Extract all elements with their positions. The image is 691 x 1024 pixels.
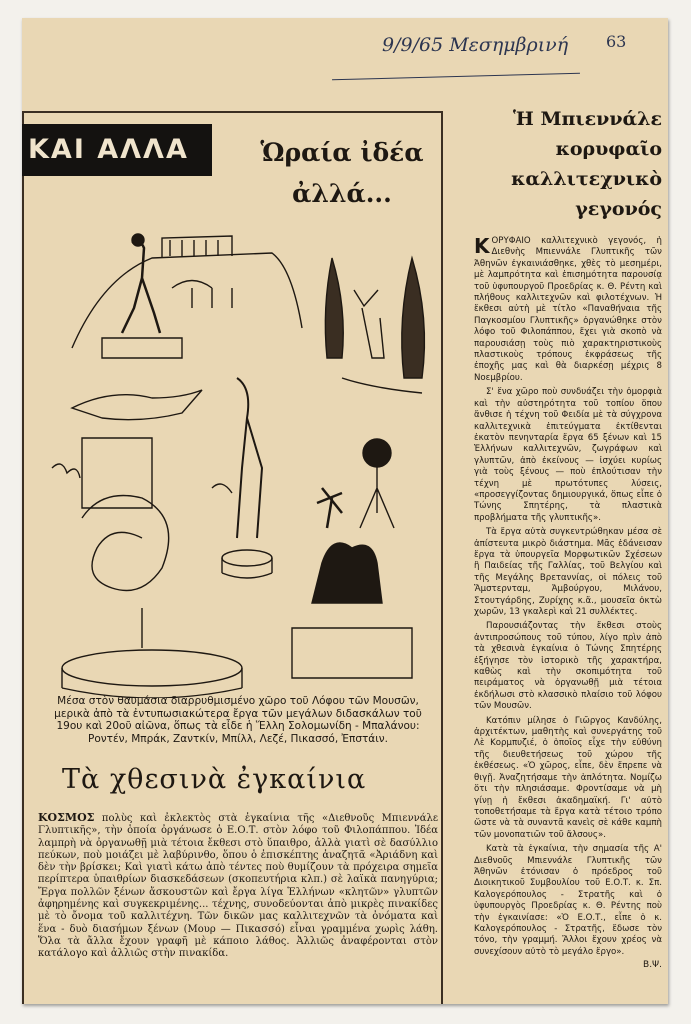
right-headline [452,104,662,224]
handwritten-underline [332,73,580,80]
left-rule [22,111,24,1004]
author-signature: Β.Ψ. [643,960,662,971]
handwritten-date: 9/9/65 Μεσημβρινή [382,34,569,56]
right-paragraph-1-text: ΟΡΥΦΑΙΟ καλλιτεχνικὸ γεγονός, ἡ Διεθνὴς Μπιεννάλε Γλυπτικῆς τῶν Ἀθηνῶν ἐγκαινιάσθηκε, χθὲς τὸ μεσημέρι, μὲ λαμπρότητα καὶ ἐπισημότητα παρουσίᾳ τοῦ ὑφυπουργοῦ Προεδρίας κ. Θ. Ρέντη καὶ πλήθους καλλιτεχνῶν καὶ φιλοτέχνων. Ἡ ἔκθεσι αὐτὴ μὲ τίτλο «Παναθήναια τῆς Παγκοσμίου Γλυπτικῆς» ὀργανώθηκε στὸν λόφο τοῦ Φιλοπάππου, ἔχει γιὰ σκοπὸ νὰ παρουσιάσῃ τοὺς πιὸ χαρακτηριστικοὺς πλαστικοὺς τρόπους ἐκφράσεως τῆς ἐποχῆς μας καὶ θὰ διαρκέσῃ μέχρις 8 Νοεμβρίου. [474,236,662,383]
caption-line: Μέσα στὸν θαυμάσια διαρρυθμισμένο χῶρο τοῦ Λόφου τῶν Μουσῶν, [57,695,419,707]
right-paragraph-1 [474,236,662,384]
caption-line: μερικὰ ἀπὸ τὰ ἐντυπωσιακώτερα ἔργα τῶν μεγάλων διδασκάλων τοῦ [54,707,422,720]
top-rule-left [22,111,442,113]
caption-line: 19ου καὶ 20οῦ αἰῶνα, ὅπως τὰ εἶδε ἡ Ἕλλη Σολομωνίδη - Μπαλάνου: [56,720,420,732]
newspaper-clipping [22,18,668,1004]
right-headline-line1: Ἡ Μπιεννάλε [513,108,662,130]
left-headline-line1: Ὡραία ἰδέα [260,138,424,167]
right-headline-line2: κορυφαῖο [555,138,662,160]
section-title: Τὰ χθεσινὰ ἐγκαίνια [62,764,367,795]
right-paragraph-4: Παρουσιάζοντας τὴν ἔκθεσι στοὺς ἀντιπροσώπους τοῦ τύπου, λίγο πρὶν ἀπὸ τὰ χθεσινὰ ἐγκαίνια ὁ Τώνης Σπητέρης ἐξήγησε τὸν ἱστορικὸ τῆς χαρακτήρα, καθὼς καὶ τὴν σκοπιμότητα τοῦ πειράματος νὰ ὀργανωθῇ μιὰ τέτοια ἐκδήλωσι στὸ κλασσικὸ πλαίσιο τοῦ λόφου τῶν Μουσῶν. [474,621,662,712]
drop-cap: Κ [474,234,490,258]
section-banner: ΚΑΙ ΑΛΛΑ [22,124,212,176]
left-body-text: πολὺς καὶ ἐκλεκτὸς στὰ ἐγκαίνια τῆς «Διεθνοῦς Μπιεννάλε Γλυπτικῆς», τὴν ὁποία ὀργάνωσε ὁ Ε.Ο.Τ. στὸν λόφο τοῦ Φιλοπάππου. Ἰδέα λαμπρὴ νὰ ὀργανωθῇ μιὰ τέτοια ἔκθεσι στὸ ὕπαιθρο, ἀλλὰ γιατὶ σὲ δασύλλιο πεύκων, ποὺ μοιάζει μὲ λαβύρινθο, ὅπου ὁ ἐπισκέπτης ἀναζητᾶ «Ἀριάδνη καὶ δὲν τὴν βρίσκει; Καὶ γιατὶ κάτω ἀπὸ τέντες ποὺ θυμίζουν τὰ πρόχειρα σημεῖα περίπτερα ὑπαιθρίων διασκεδάσεων (σκοπευτήρια κλπ.) σὲ λαϊκὰ πανηγύρια; Ἔργα πολλῶν ξένων ἄσκουστῶν καὶ ἔργα λίγα Ἑλλήνων «κλητῶν» γλυπτῶν ἀφηρημένης καὶ συγκεκριμένης... τέχνης, συνοδεύονται ἀπὸ μικρὲς πινακίδες μὲ τὸ ὄνομα τοῦ καλλιτέχνη. Τῶν δικῶν μας καλλιτεχνῶν τὰ ὀνόματα καὶ ἕνα - δυὸ διασήμων ξένων (Μουρ — Πικασσό) εἶναι γραμμένα χωρὶς λάθη. Ὅλα τὰ ἄλλα ἔχουν γραφῆ μὲ κάποιο λάθος. Ἀλλιῶς ἀναφέρονται στὸν κατάλογο καὶ ἀλλιῶς στὴν πινακίδα. [38,813,438,960]
left-article-body [38,812,438,961]
hill-outline [72,253,302,348]
right-headline-line3: καλλιτεχνικὸ [511,168,662,190]
handwritten-page-number: 63 [606,32,627,51]
left-headline [242,132,442,214]
sculpture-illustration [42,218,442,698]
right-headline-line4: γεγονός [575,198,662,220]
right-paragraph-5: Κατόπιν μίλησε ὁ Γιῶργος Κανδύλης, ἀρχιτέκτων, μαθητὴς καὶ συνεργάτης τοῦ Λὲ Κορμπυζιέ, ὁ ὁποῖος εἶχε τὴν εὐθύνη τῆς διευθετήσεως τοῦ χώρου τῆς ἐκθέσεως. «Ὁ χῶρος, εἶπε, δὲν ἔπρεπε νὰ θιγῇ. Ἀναζητήσαμε τὴν ἁπλότητα. Νομίζω ὅτι τὴν πλησιάσαμε. Φροντίσαμε νὰ μὴ γίνῃ ἡ ἔκθεσι ἀκαδημαϊκή. Γι' αὐτὸ τοποθετήσαμε τὰ ἔργα κατὰ τέτοιο τρόπο ὥστε νὰ τὰ συναντᾶ κανεὶς σὲ κάθε καμπὴ τῶν μονοπατιῶν τοῦ ἄλσους». [474,715,662,840]
right-paragraph-6: Κατὰ τὰ ἐγκαίνια, τὴν σημασία τῆς Α' Διεθνοῦς Μπιεννάλε Γλυπτικῆς τῶν Ἀθηνῶν ἐτόνισαν ὁ πρόεδρος τοῦ Διοικητικοῦ Συμβουλίου τοῦ Ε.Ο.Τ. κ. Σπ. Καλογερόπουλος - Στρατῆς καὶ ὁ ὑφυπουργὸς Προεδρίας κ. Θ. Ρέντης ποὺ τὴν ἐγκαινίασε: «Ὁ Ε.Ο.Τ., εἶπε ὁ κ. Καλογερόπουλος - Στρατῆς, ἔδωσε τὸν τόνο, τὴν γραμμή. Ἄλλοι ἔχουν χρέος νὰ συνεχίσουν αὐτὸ τὸ μεγάλο ἔργο». [474,844,662,957]
left-headline-line2: ἀλλά... [292,179,392,208]
right-paragraph-2: Σ' ἕνα χῶρο ποὺ συνδυάζει τὴν ὀμορφιὰ καὶ τὴν αὐστηρότητα τοῦ τοπίου ὅπου ἄνθισε ἡ τέχνη τοῦ Φειδία μὲ τὰ σύγχρονα καλλιτεχνικὰ ἐπιτεύγματα ἐκτίθενται ἑκατὸν πενηνταρία ἔργα 65 ξένων καὶ 15 Ἑλλήνων καλλιτεχνῶν, ζωγράφων καὶ γλυπτῶν, ἀπὸ ἐκείνους — ἰσχύει κυρίως γιὰ τοὺς ξένους — ποὺ ἐπλούτισαν τὴν τέχνη μὲ πρωτότυπες λύσεις, «προσεγγίζοντας δημιουργικά, ὅπως εἶπε ὁ Τώνης Σπητέρης, τὰ πλαστικὰ προβλήματα τῆς γλυπτικῆς». [474,387,662,523]
left-body-lead: ΚΟΣΜΟΣ [38,811,95,824]
caption-line: Ροντέν, Μπράκ, Ζαντκίν, Μπίλλ, Λεζέ, Πικασσό, Ἐπστάιν. [88,732,388,745]
right-paragraph-3: Τὰ ἔργα αὐτὰ συγκεντρώθηκαν μέσα σὲ ἀπίστευτα μικρὸ διάστημα. Μᾶς ἐδάνεισαν ἔργα τὰ ὑπουργεῖα Μορφωτικῶν Σχέσεων ἢ Παιδείας τῆς Γαλλίας, τοῦ Βελγίου καὶ τῆς Μεγάλης Βρεταννίας, οἱ πόλεις τοῦ Ἄμστερνταμ, Ἀμβούργου, Μιλάνου, Στουτγάρδης, Ζυρίχης κ.ἄ., μουσεῖα ὀκτὼ χωρῶν, 13 γκαλερὶ καὶ 21 συλλέκτες. [474,527,662,617]
illustration-caption [38,695,438,745]
right-article-body [474,236,662,972]
